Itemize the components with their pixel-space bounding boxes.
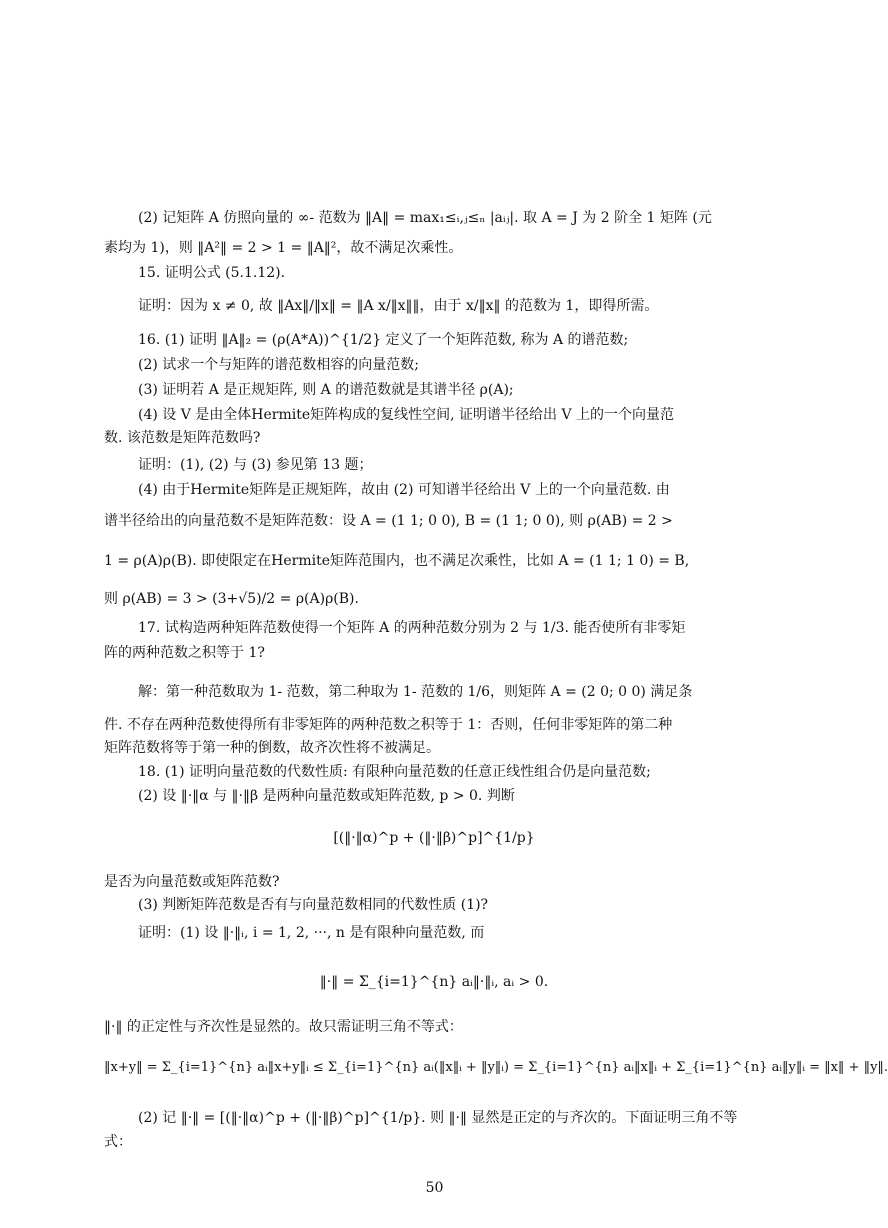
text-line: 证明：(1), (2) 与 (3) 参见第 13 题； [138,457,373,473]
text-line: 矩阵范数将等于第一种的倒数，故齐次性将不被满足。 [104,740,440,756]
text-line: (2) 设 ‖·‖α 与 ‖·‖β 是两种向量范数或矩阵范数, p > 0. 判断 [138,788,515,804]
page-number: 50 [425,1180,444,1196]
text-line: 则 ρ(AB) = 3 > (3+√5)/2 = ρ(A)ρ(B). [104,591,359,607]
text-line: (3) 判断矩阵范数是否有与向量范数相同的代数性质 (1)? [138,897,489,913]
text-line: 阵的两种范数之积等于 1? [104,645,265,661]
text-line: 解：第一种范数取为 1- 范数，第二种取为 1- 范数的 1/6，则矩阵 A = (2 0; 0 0) 满足条 [138,684,693,700]
text-line: (2) 试求一个与矩阵的谱范数相容的向量范数; [138,357,419,373]
text-line: 16. (1) 证明 ‖A‖₂ = (ρ(A*A))^{1/2} 定义了一个矩阵范数, 称为 A 的谱范数; [138,332,629,348]
text-line: 谱半径给出的向量范数不是矩阵范数：设 A = (1 1; 0 0), B = (1 1; 0 0), 则 ρ(AB) = 2 > [104,513,673,529]
text-line: (2) 记 ‖·‖ = [(‖·‖α)^p + (‖·‖β)^p]^{1/p}. 则 ‖·‖ 显然是正定的与齐次的。下面证明三角不等 [138,1110,738,1126]
text-line: 1 = ρ(A)ρ(B). 即使限定在Hermite矩阵范围内，也不满足次乘性，比如 A = (1 1; 1 0) = B, [104,553,690,569]
text-line: ‖·‖ 的正定性与齐次性是显然的。故只需证明三角不等式： [104,1019,463,1035]
text-line: 17. 试构造两种矩阵范数使得一个矩阵 A 的两种范数分别为 2 与 1/3. 能否使所有非零矩 [138,620,686,636]
text-line: 数. 该范数是矩阵范数吗? [104,430,261,446]
text-line: (3) 证明若 A 是正规矩阵, 则 A 的谱范数就是其谱半径 ρ(A); [138,382,514,398]
display-formula: ‖·‖ = Σ_{i=1}^{n} aᵢ‖·‖ᵢ, aᵢ > 0. [319,974,549,990]
display-formula: [(‖·‖α)^p + (‖·‖β)^p]^{1/p} [333,830,535,846]
text-line: 15. 证明公式 (5.1.12). [138,265,286,281]
text-line: 证明：因为 x ≠ 0, 故 ‖Ax‖/‖x‖ = ‖A x/‖x‖‖，由于 x/‖x‖ 的范数为 1，即得所需。 [138,298,659,314]
text-line: (4) 设 V 是由全体Hermite矩阵构成的复线性空间, 证明谱半径给出 V 上的一个向量范 [138,407,675,423]
text-line: 证明：(1) 设 ‖·‖ᵢ, i = 1, 2, ···, n 是有限种向量范数, 而 [138,925,485,941]
display-formula: ‖x+y‖ = Σ_{i=1}^{n} aᵢ‖x+y‖ᵢ ≤ Σ_{i=1}^{n} aᵢ(‖x‖ᵢ + ‖y‖ᵢ) = Σ_{i=1}^{n} aᵢ‖x‖ᵢ + Σ_{i=1}^{n} aᵢ‖y‖ᵢ = ‖x‖ + ‖y‖. [104,1060,888,1075]
text-line: (2) 记矩阵 A 仿照向量的 ∞- 范数为 ‖A‖ = max₁≤ᵢ,ⱼ≤ₙ |aᵢⱼ|. 取 A = J 为 2 阶全 1 矩阵 (元 [138,210,712,226]
text-line: 是否为向量范数或矩阵范数? [104,874,280,890]
text-line: 式： [104,1134,132,1150]
text-line: 件. 不存在两种范数使得所有非零矩阵的两种范数之积等于 1：否则，任何非零矩阵的第二种 [104,717,673,733]
text-line: 18. (1) 证明向量范数的代数性质: 有限种向量范数的任意正线性组合仍是向量范数; [138,764,651,780]
text-line: 素均为 1)，则 ‖A²‖ = 2 > 1 = ‖A‖²，故不满足次乘性。 [104,240,463,256]
text-line: (4) 由于Hermite矩阵是正规矩阵，故由 (2) 可知谱半径给出 V 上的一个向量范数. 由 [138,482,670,498]
